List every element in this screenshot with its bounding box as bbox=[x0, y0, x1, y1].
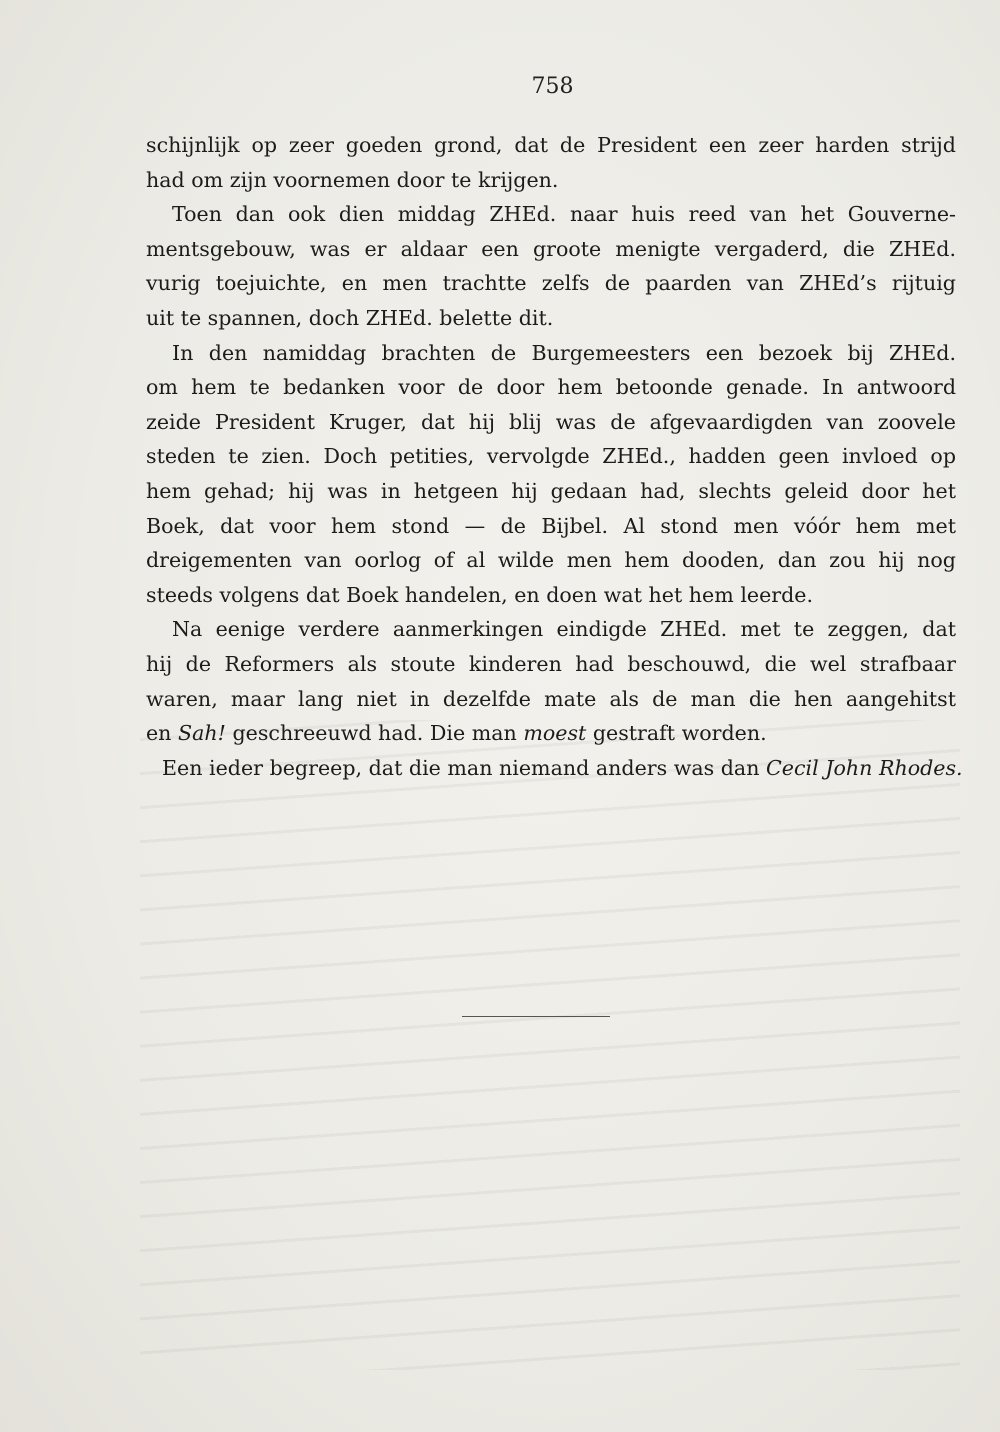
text-line: vurig toejuichte, en men trachtte zelfs de paarden van ZHEd’s rijtuig bbox=[146, 271, 956, 296]
section-divider bbox=[462, 1016, 610, 1017]
text-line: hij de Reformers als stoute kinderen had beschouwd, die wel strafbaar bbox=[146, 651, 956, 676]
text-line: steeds volgens dat Boek handelen, en doen wat het hem leerde. bbox=[146, 582, 814, 607]
text-line: dreigementen van oorlog of al wilde men hem dooden, dan zou hij nog bbox=[146, 548, 956, 573]
text-fragment: gestraft worden. bbox=[586, 721, 767, 746]
bleed-through-text bbox=[140, 720, 960, 1370]
italic-text: Cecil John Rhodes. bbox=[766, 755, 963, 780]
text-line: om hem te bedanken voor de door hem betoonde genade. In antwoord bbox=[146, 375, 956, 400]
text-line: Na eenige verdere aanmerkingen eindigde ZHEd. met te zeggen, dat bbox=[172, 617, 956, 642]
text-fragment: geschreeuwd had. Die man bbox=[225, 721, 524, 746]
text-line: uit te spannen, doch ZHEd. belette dit. bbox=[146, 305, 554, 330]
text-line: Toen dan ook dien middag ZHEd. naar huis reed van het Gouverne- bbox=[172, 202, 956, 227]
page-number: 758 bbox=[531, 74, 574, 99]
text-line: steden te zien. Doch petities, vervolgde ZHEd., hadden geen invloed op bbox=[146, 444, 956, 469]
text-line: hem gehad; hij was in hetgeen hij gedaan had, slechts geleid door het bbox=[146, 478, 956, 503]
text-line bbox=[146, 751, 963, 786]
text-line: mentsgebouw, was er aldaar een groote menigte vergaderd, die ZHEd. bbox=[146, 236, 956, 261]
text-line: Boek, dat voor hem stond — de Bijbel. Al stond men vóór hem met bbox=[146, 513, 956, 538]
text-line: In den namiddag brachten de Burgemeesters een bezoek bij ZHEd. bbox=[172, 340, 956, 365]
text-line: waren, maar lang niet in dezelfde mate als de man die hen aangehitst bbox=[146, 686, 956, 711]
text-line: had om zijn voornemen door te krijgen. bbox=[146, 167, 559, 192]
text-line bbox=[146, 716, 956, 751]
italic-text: moest bbox=[523, 721, 587, 746]
text-fragment: en bbox=[146, 721, 178, 746]
text-line: zeide President Kruger, dat hij blij was de afgevaardigden van zoovele bbox=[146, 409, 956, 434]
text-line: schijnlijk op zeer goeden grond, dat de President een zeer harden strijd bbox=[146, 133, 956, 157]
body-text bbox=[146, 128, 963, 785]
italic-text: Sah! bbox=[178, 721, 226, 746]
text-fragment: Een ieder begreep, dat die man niemand anders was dan bbox=[162, 755, 767, 780]
